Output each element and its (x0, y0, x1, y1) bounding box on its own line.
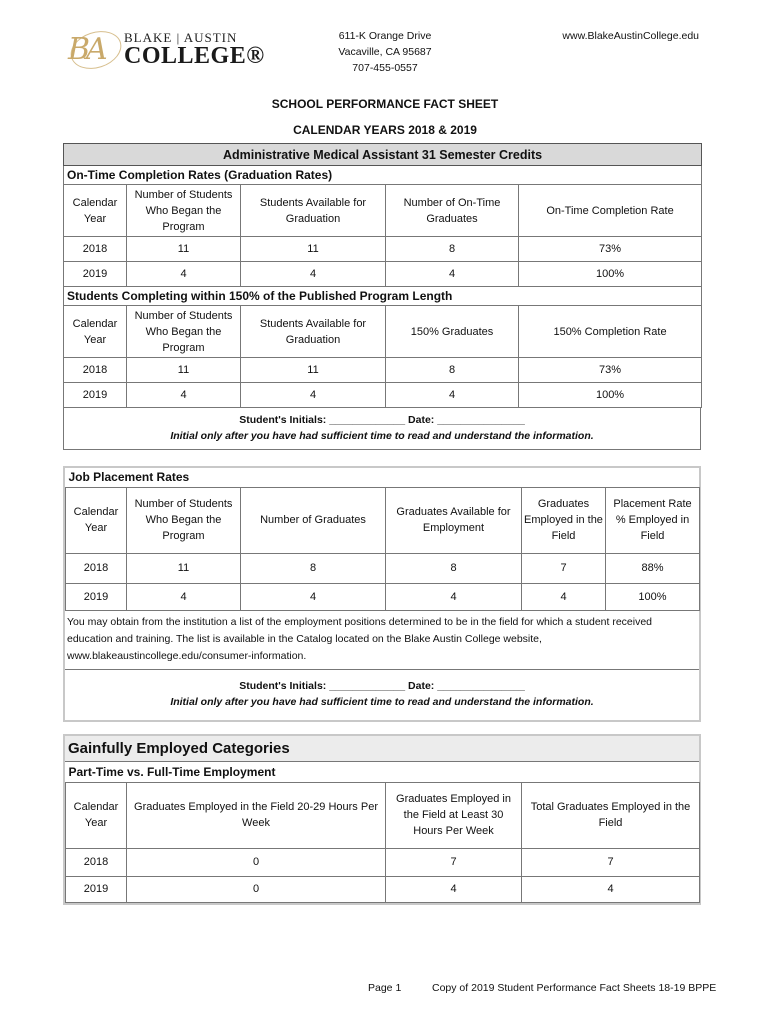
table-row (66, 848, 700, 876)
address-block (320, 28, 450, 76)
table-cell: 0 (127, 876, 386, 902)
gainful-subtitle: Part-Time vs. Full-Time Employment (66, 762, 700, 782)
table-cell: 8 (386, 553, 522, 583)
column-header: Number of Students Who Began the Program (127, 306, 241, 358)
column-header: Graduates Employed in the Field 20-29 Hours Per Week (127, 782, 386, 848)
table-cell: 11 (241, 237, 386, 262)
column-header: Calendar Year (64, 306, 127, 358)
initials-line[interactable]: Student's Initials: _____________ Date: _______________ (239, 679, 525, 692)
column-header: Students Available for Graduation (241, 306, 386, 358)
table-cell: 8 (386, 358, 519, 383)
table-cell: 4 (386, 383, 519, 408)
table-cell: 4 (241, 583, 386, 610)
initials-line[interactable]: Student's Initials: _____________ Date: _______________ (239, 414, 525, 426)
table-cell: 4 (386, 583, 522, 610)
footer-document-title: Copy of 2019 Student Performance Fact Sheets 18-19 BPPE (432, 982, 717, 994)
table-cell: 2019 (66, 583, 127, 610)
table-cell: 7 (386, 848, 522, 876)
gainful-title: Gainfully Employed Categories (65, 736, 699, 762)
column-header: Number of Students Who Began the Program (127, 487, 241, 553)
initials-box (65, 669, 699, 720)
table-cell: 4 (127, 262, 241, 287)
column-header: Number of Students Who Began the Program (127, 185, 241, 237)
completion-title: On-Time Completion Rates (Graduation Rates) (64, 166, 702, 185)
table-cell: 4 (241, 262, 386, 287)
column-header: Calendar Year (66, 782, 127, 848)
gainful-section (63, 734, 701, 905)
table-cell: 8 (386, 237, 519, 262)
table-cell: 88% (606, 553, 700, 583)
table-cell: 4 (127, 583, 241, 610)
table-cell: 4 (522, 583, 606, 610)
column-header: Calendar Year (64, 185, 127, 237)
logo-college-line: COLLEGE® (124, 43, 265, 69)
page-number: Page 1 (368, 982, 402, 994)
address-city: Vacaville, CA 95687 (338, 46, 432, 58)
table-cell: 2019 (64, 262, 127, 287)
table-cell: 73% (519, 358, 702, 383)
column-header: 150% Graduates (386, 306, 519, 358)
website-link[interactable]: www.BlakeAustinCollege.edu (562, 30, 699, 42)
table-cell: 11 (241, 358, 386, 383)
table-cell: 8 (241, 553, 386, 583)
table-cell: 7 (522, 553, 606, 583)
address-phone: 707-455-0557 (352, 62, 418, 74)
column-header: Graduates Available for Employment (386, 487, 522, 553)
table-cell: 4 (386, 876, 522, 902)
table-cell: 2019 (64, 383, 127, 408)
placement-title: Job Placement Rates (66, 468, 700, 487)
column-header: Number of Graduates (241, 487, 386, 553)
placement-paragraph: You may obtain from the institution a list of the employment positions determined to be in the field for which a student received education and training. The list is available in the Catalog located on the Blake Austin College website, www.blakeaustincollege.edu/consumer-information. (67, 615, 653, 662)
table-cell: 11 (127, 553, 241, 583)
page-title: SCHOOL PERFORMANCE FACT SHEET (271, 97, 499, 111)
table-cell: 100% (519, 262, 702, 287)
table-cell: 4 (386, 262, 519, 287)
table-cell: 73% (519, 237, 702, 262)
page-subtitle: CALENDAR YEARS 2018 & 2019 (293, 123, 477, 137)
table-row (64, 383, 702, 408)
column-header: Number of On-Time Graduates (386, 185, 519, 237)
column-header: Total Graduates Employed in the Field (522, 782, 700, 848)
column-header: On-Time Completion Rate (519, 185, 702, 237)
table-cell: 2019 (66, 876, 127, 902)
column-header: Calendar Year (66, 487, 127, 553)
table-cell: 100% (606, 583, 700, 610)
logo-name-line: BLAKE | AUSTIN (124, 30, 238, 45)
college-logo (68, 28, 265, 72)
table-row (66, 876, 700, 902)
table-row (66, 553, 700, 583)
table-cell: 100% (519, 383, 702, 408)
column-header: Placement Rate % Employed in Field (606, 487, 700, 553)
table-cell: 7 (522, 848, 700, 876)
column-header: 150% Completion Rate (519, 306, 702, 358)
table-cell: 4 (241, 383, 386, 408)
table-row (64, 262, 702, 287)
table-row (66, 583, 700, 610)
completion-section (63, 143, 701, 450)
completion150-title: Students Completing within 150% of the Published Program Length (64, 287, 702, 306)
table-row (64, 237, 702, 262)
initials-note: Initial only after you have had sufficient time to read and understand the information. (170, 430, 594, 442)
logo-monogram: BA (68, 32, 104, 67)
table-cell: 2018 (64, 358, 127, 383)
table-cell: 0 (127, 848, 386, 876)
table-cell: 4 (522, 876, 700, 902)
program-title: Administrative Medical Assistant 31 Semester Credits (64, 144, 702, 166)
table-row (64, 358, 702, 383)
table-cell: 4 (127, 383, 241, 408)
table-cell: 11 (127, 237, 241, 262)
column-header: Graduates Employed in the Field at Least 30 Hours Per Week (386, 782, 522, 848)
placement-section (63, 466, 701, 722)
address-street: 611-K Orange Drive (338, 30, 432, 42)
column-header: Graduates Employed in the Field (522, 487, 606, 553)
table-cell: 2018 (66, 553, 127, 583)
table-cell: 2018 (66, 848, 127, 876)
column-header: Students Available for Graduation (241, 185, 386, 237)
initials-note: Initial only after you have had sufficient time to read and understand the information. (170, 695, 594, 708)
initials-box (63, 408, 701, 450)
table-cell: 2018 (64, 237, 127, 262)
table-cell: 11 (127, 358, 241, 383)
